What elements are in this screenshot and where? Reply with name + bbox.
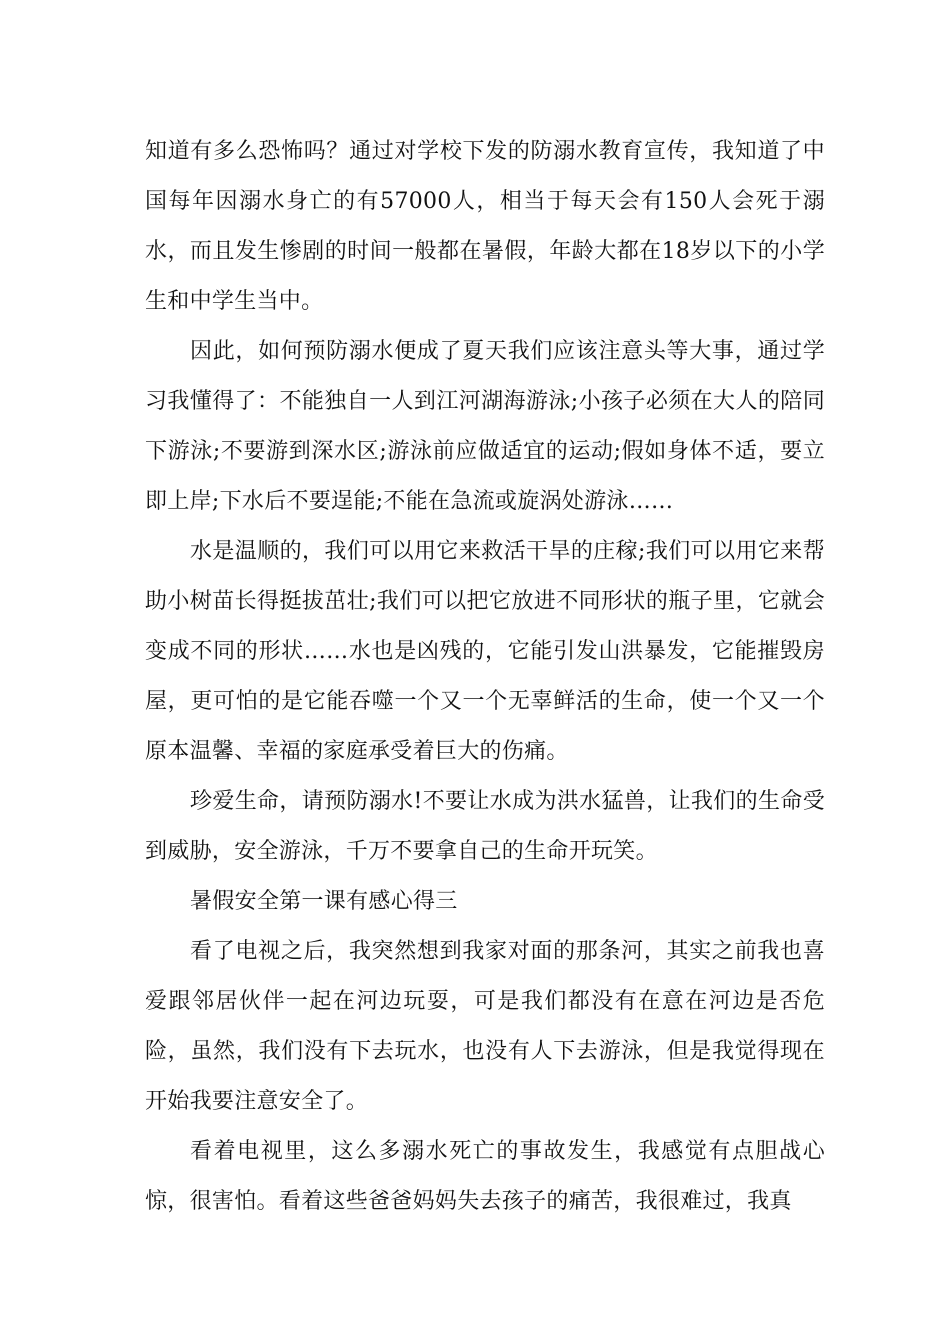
paragraph-3: 水是温顺的，我们可以用它来救活干旱的庄稼;我们可以用它来帮助小树苗长得挺拔茁壮;我们可以把它放进不同形状的瓶子里，它就会变成不同的形状……水也是凶残的，它能引发山洪暴发，它能摧毁房屋，更可怕的是它能吞噬一个又一个无辜鲜活的生命，使一个又一个原本温馨、幸福的家庭承受着巨大的伤痛。 — [145, 539, 825, 764]
paragraph-1: 知道有多么恐怖吗？通过对学校下发的防溺水教育宣传，我知道了中国每年因溺水身亡的有57000人，相当于每天会有150人会死于溺水，而且发生惨剧的时间一般都在暑假，年龄大都在18岁以下的小学生和中学生当中。 — [145, 139, 825, 314]
section-heading: 暑假安全第一课有感心得三 — [190, 889, 458, 914]
paragraph-5: 看了电视之后，我突然想到我家对面的那条河，其实之前我也喜爱跟邻居伙伴一起在河边玩耍，可是我们都没有在意在河边是否危险，虽然，我们没有下去玩水，也没有人下去游泳，但是我觉得现在开始我要注意安全了。 — [145, 939, 825, 1114]
paragraph-4: 珍爱生命，请预防溺水!不要让水成为洪水猛兽，让我们的生命受到威胁，安全游泳，千万不要拿自己的生命开玩笑。 — [145, 789, 825, 864]
document-body — [145, 127, 825, 1227]
paragraph-6: 看着电视里，这么多溺水死亡的事故发生，我感觉有点胆战心惊，很害怕。看着这些爸爸妈妈失去孩子的痛苦，我很难过，我真 — [145, 1139, 825, 1214]
paragraph-2: 因此，如何预防溺水便成了夏天我们应该注意头等大事，通过学习我懂得了：不能独自一人到江河湖海游泳;小孩子必须在大人的陪同下游泳;不要游到深水区;游泳前应做适宜的运动;假如身体不适，要立即上岸;下水后不要逞能;不能在急流或旋涡处游泳…… — [145, 339, 825, 514]
